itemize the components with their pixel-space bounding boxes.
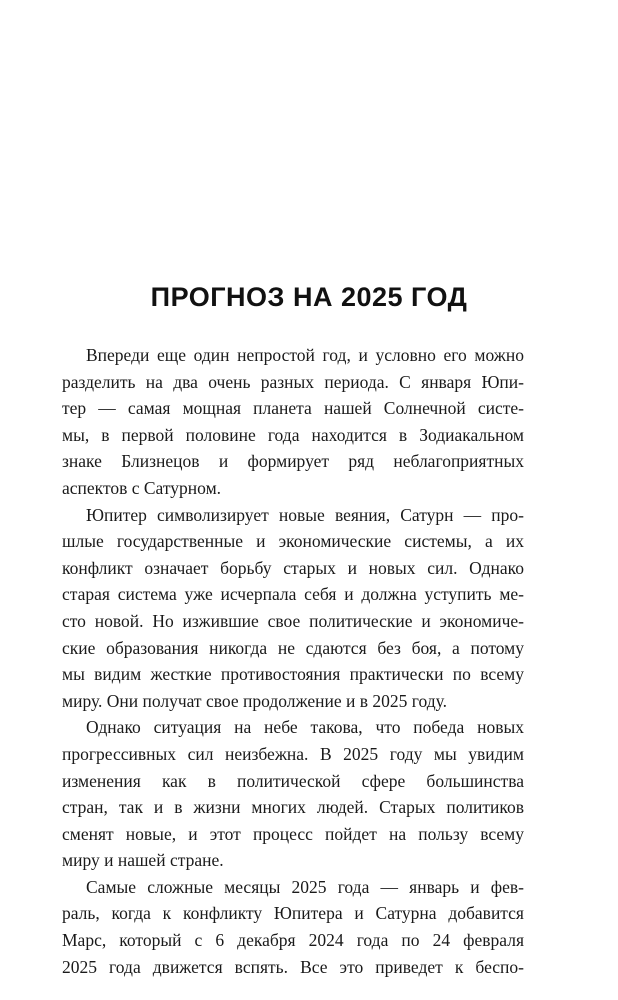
- text-line: стран, так и в жизни многих людей. Старых политиков: [62, 797, 524, 818]
- text-line: 2025 года движется вспять. Все это приведет к беспо-: [62, 956, 524, 977]
- paragraph-2: [62, 502, 524, 715]
- text-line: старая система уже исчерпала себя и должна уступить ме-: [62, 584, 524, 605]
- text-line: Марс, который с 6 декабря 2024 года по 24 февраля: [62, 930, 524, 951]
- text-line: знаке Близнецов и формирует ряд неблагоприятных: [62, 451, 524, 472]
- text-line: прогрессивных сил неизбежна. В 2025 году мы увидим: [62, 743, 524, 764]
- text-line: Юпитер символизирует новые веяния, Сатурн — про-: [86, 504, 524, 525]
- chapter-title: ПРОГНОЗ НА 2025 ГОД: [150, 282, 468, 312]
- text-line: аспектов с Сатурном.: [62, 477, 222, 498]
- text-line: Самые сложные месяцы 2025 года — январь и фев-: [86, 876, 524, 897]
- text-line: разделить на два очень разных периода. С января Юпи-: [62, 371, 524, 392]
- text-line: Впереди еще один непростой год, и условно его можно: [86, 345, 524, 365]
- text-line: конфликт означает борьбу старых и новых сил. Однако: [62, 557, 524, 578]
- text-line: сменят новые, и этот процесс пойдет на пользу всему: [62, 823, 524, 844]
- text-line: шлые государственные и экономические системы, а их: [62, 531, 524, 552]
- text-line: ские образования никогда не сдаются без боя, а потому: [62, 637, 524, 658]
- text-line: миру. Они получат свое продолжение и в 2025 году.: [62, 690, 448, 711]
- text-line: мы видим жесткие противостояния практически по всему: [62, 664, 524, 685]
- text-line: изменения как в политической сфере большинства: [62, 770, 524, 791]
- text-line: миру и нашей стране.: [62, 850, 224, 871]
- text-line: раль, когда к конфликту Юпитера и Сатурна добавится: [62, 903, 524, 924]
- text-line: сто новой. Но изжившие свое политические и экономиче-: [62, 610, 524, 631]
- paragraph-4: [62, 874, 524, 980]
- text-line: тер — самая мощная планета нашей Солнечной систе-: [62, 398, 524, 419]
- text-line: мы, в первой половине года находится в Зодиакальном: [62, 424, 524, 445]
- paragraph-1: [62, 342, 524, 502]
- body-text: [62, 342, 524, 980]
- paragraph-3: [62, 714, 524, 874]
- text-line: Однако ситуация на небе такова, что победа новых: [86, 717, 524, 738]
